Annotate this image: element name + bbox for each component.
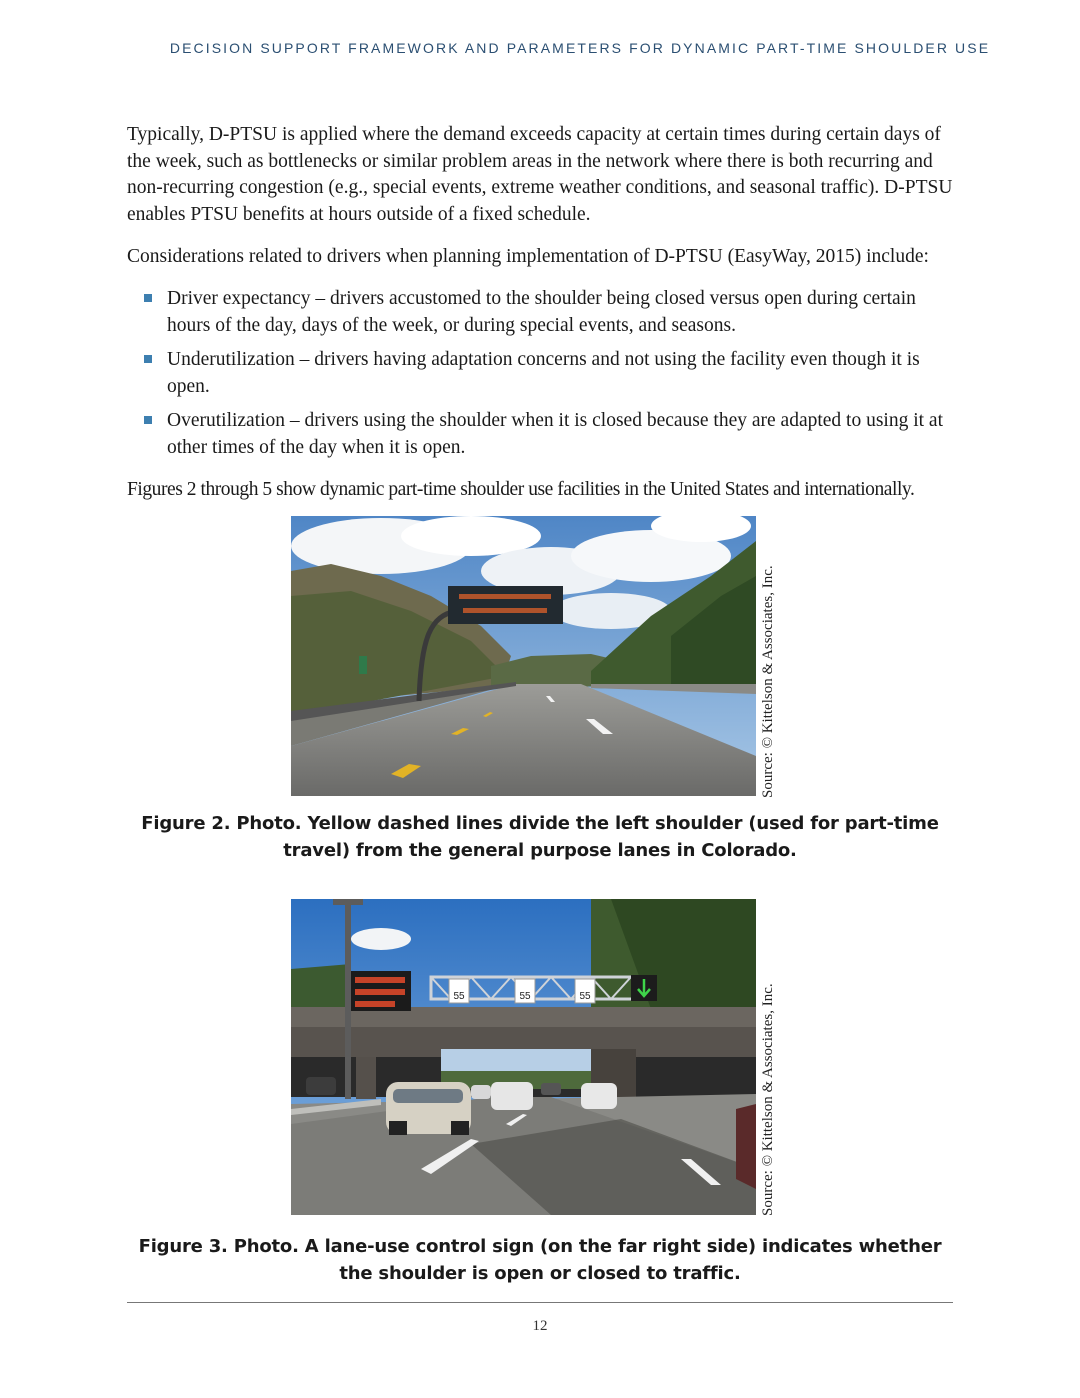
- list-item-text: Driver expectancy – drivers accustomed to the shoulder being closed versus open during certain hours of the day, days of the week, or during special events, and seasons.: [167, 288, 916, 336]
- body-paragraph: Typically, D-PTSU is applied where the demand exceeds capacity at certain times during certain days of the week, such as bottlenecks or similar problem areas in the network where there is both recurring and non-recurring congestion (e.g., special events, extreme weather conditions, and seasonal traffic). D-PTSU enables PTSU benefits at hours outside of a fixed schedule.: [127, 124, 953, 225]
- running-header: DECISION SUPPORT FRAMEWORK AND PARAMETERS FOR DYNAMIC PART-TIME SHOULDER USE: [169, 40, 991, 56]
- list-item: [127, 286, 957, 339]
- footer-divider: [127, 1302, 953, 1303]
- list-item-text: Overutilization – drivers using the shoulder when it is closed because they are adapted to using it at other times of the day when it is open.: [167, 410, 944, 458]
- body-paragraph: Figures 2 through 5 show dynamic part-time shoulder use facilities in the United States and internationally.: [127, 479, 915, 500]
- photo-credit: Source: © Kittelson & Associates, Inc.: [760, 565, 776, 798]
- figure-caption: Figure 3. Photo. A lane-use control sign (on the far right side) indicates whether the shoulder is open or closed to traffic.: [138, 1236, 942, 1284]
- page-number: 12: [532, 1318, 548, 1334]
- bullet-marker: [144, 416, 152, 424]
- bullet-marker: [144, 294, 152, 302]
- speed-limit-sign: 55: [579, 991, 591, 1002]
- bullet-marker: [144, 355, 152, 363]
- speed-limit-sign: 55: [519, 991, 531, 1002]
- figure-2-photo: [291, 516, 756, 796]
- list-item-text: Underutilization – drivers having adaptation concerns and not using the facility even though it is open.: [167, 349, 920, 397]
- considerations-list: [127, 286, 957, 469]
- photo-credit: Source: © Kittelson & Associates, Inc.: [760, 983, 776, 1216]
- speed-limit-sign: 55: [453, 991, 465, 1002]
- list-item: [127, 408, 957, 461]
- figure-3-photo: [291, 899, 756, 1215]
- figure-caption: Figure 2. Photo. Yellow dashed lines divide the left shoulder (used for part-time travel) from the general purpose lanes in Colorado.: [141, 813, 939, 861]
- list-item: [127, 347, 957, 400]
- body-paragraph: Considerations related to drivers when planning implementation of D-PTSU (EasyWay, 2015) include:: [127, 246, 929, 267]
